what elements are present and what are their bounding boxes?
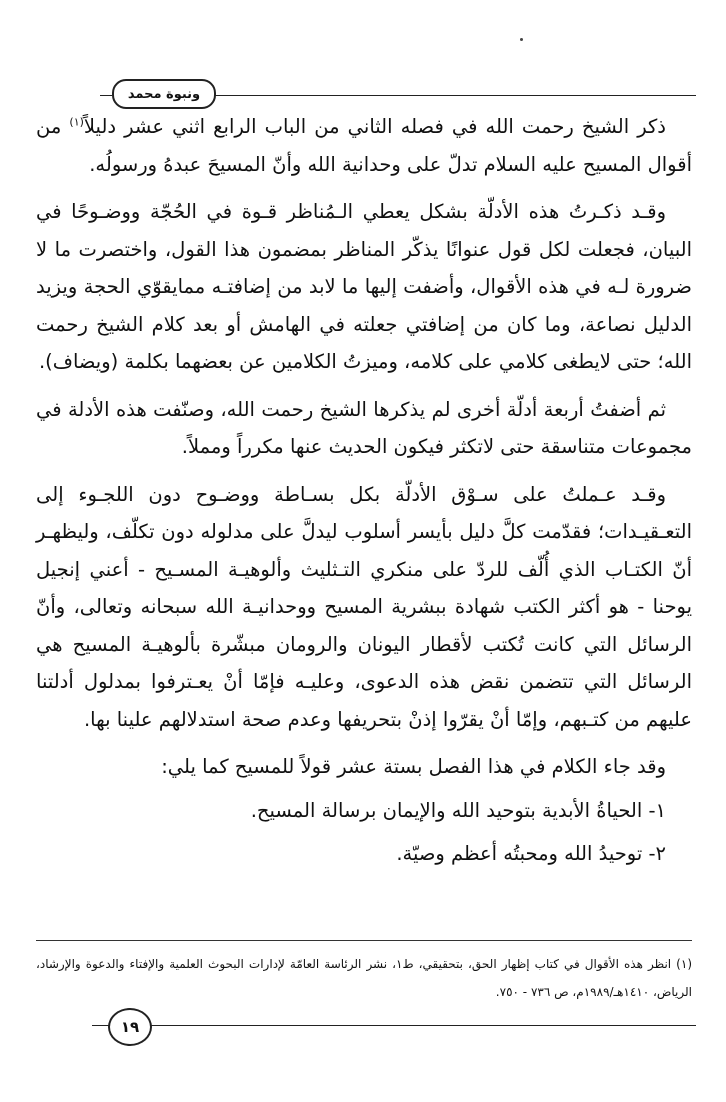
paragraph-1-rest: من أقوال المسيح عليه السلام تدلّ على وحدانية الله وأنّ المسيحَ عبدهُ ورسولُه. <box>36 115 692 176</box>
footnote-divider <box>36 940 692 941</box>
paragraph-1-lead: ذكر الشيخ رحمت الله في فصله الثاني من الباب الرابع اثني عشر دليلاً <box>83 115 666 138</box>
header-rule-right <box>213 95 696 96</box>
paragraph-1 <box>36 108 692 183</box>
paragraph-3: ثم أضفتُ أربعة أدلّة أخرى لم يذكرها الشيخ رحمت الله، وصنّفت هذه الأدلة في مجموعات متناسقة حتى لاتكثر فيكون الحديث عنها مكرراً ومملاً. <box>36 397 692 458</box>
speck-mark <box>520 38 523 41</box>
footnote-ref[interactable]: (١) <box>69 115 84 129</box>
paragraph-4: وقـد عـملتُ على سـوْق الأدلّة بكل بسـاطة ووضـوح دون اللجـوء إلى التعـقيـدات؛ فقدّمت كلَّ دليل بأيسر أسلوب ليدلَّ على مدلوله دون تكلّف، وليظهـر أنّ الكتـاب الذي أُلّف للردّ على منكري التـثليث وألوهيـة المسـيح - أعني إنجيل يوحنا - هو أكثر الكتب شهادة ببشرية المسيح ووحدانيـة الله سبحانه وتعالى، وأنّ الرسائل التي كانت تُكتب لأقطار اليونان والرومان مبشّرة بألوهيـة المسيح هي الرسائل التي تتضمن نقض هذه الدعوى، وعليـه فإمّا أنْ يعـترفوا بمدلول أدلتنا عليهم من كتـبهم، وإمّا أنْ يقرّوا إذنْ بتحريفها وعدم صحة استدلالهم علينا بها. <box>36 482 692 731</box>
footnote: (١) انظر هذه الأقوال في كتاب إظهار الحق، بتحقيقي، ط١، نشر الرئاسة العامّة لإدارات البحوث العلمية والإفتاء والدعوة والإرشاد، الرياض، ١٤١٠هـ/١٩٨٩م، ص ٧٣٦ - ٧٥٠. <box>36 957 692 999</box>
paragraph-2: وقـد ذكـرتُ هذه الأدلّة بشكل يعطي الـمُناظر قـوة في الحُجّة ووضـوحًا في البيان، فجعلت لكل قول عنوانًا يذكّر المناظر بمضمون هذا القول، واختصرت ما لا ضرورة لـه في هذه الأقوال، وأضفت إليها ما لابد من إضافتـه ممايقوّي الحجة ويزيد الدليل نصاعة، وما كان من إضافتي جعلته في الهامش أو بعد كلام الشيخ رحمت الله؛ حتى لايطغى كلامي على كلامه، وميزتُ الكلامين عن بعضهما بكلمة (ويضاف). <box>36 200 692 373</box>
running-title: ونبوة محمد <box>112 79 216 109</box>
header-rule-left <box>100 95 112 96</box>
paragraph-5: وقد جاء الكلام في هذا الفصل بستة عشر قولاً للمسيح كما يلي: <box>161 755 666 778</box>
page-number: ١٩ <box>108 1008 152 1046</box>
list-item-1: ١- الحياةُ الأبدية بتوحيد الله والإيمان برسالة المسيح. <box>250 798 666 822</box>
list-item-2: ٢- توحيدُ الله ومحبتُه أعظم وصيّة. <box>396 842 666 865</box>
footer-rule-right <box>150 1025 696 1026</box>
main-text <box>36 108 692 873</box>
